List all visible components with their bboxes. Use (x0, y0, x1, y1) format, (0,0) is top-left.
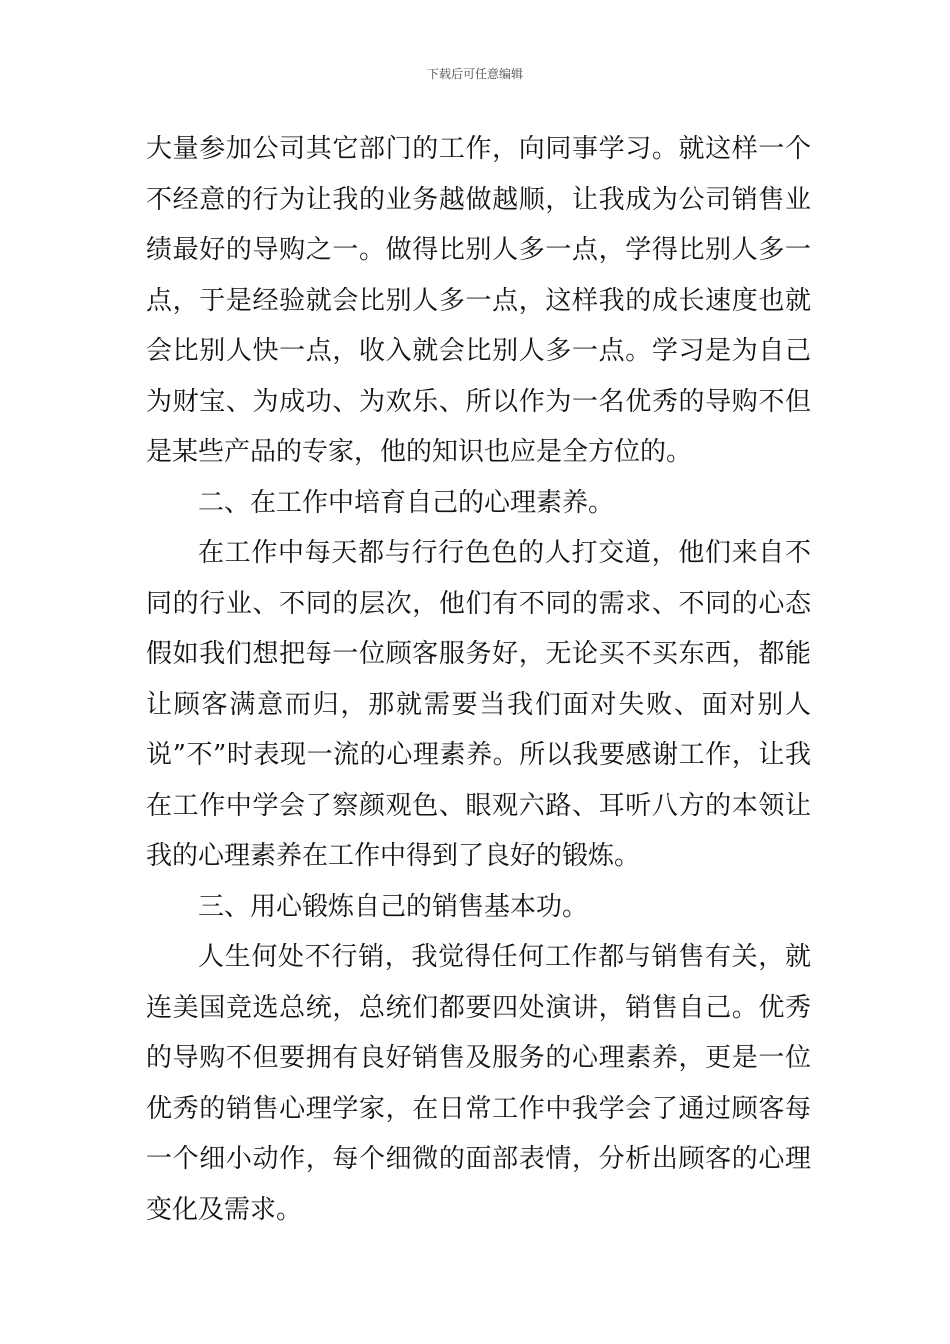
section-heading-2: 二、在工作中培育自己的心理素养。 (198, 487, 615, 518)
header-note: 下载后可任意编辑 (426, 67, 523, 81)
paragraph-continuation: 大量参加公司其它部门的工作，向同事学习。就这样一个不经意的行为让我的业务越做越顺，让我成为公司销售业绩最好的导购之一。做得比别人多一点，学得比别人多一点，于是经验就会比别人多一点，这样我的成长速度也就会比别人快一点，收入就会比别人多一点。学习是为自己为财宝、为成功、为欢乐、所以作为一名优秀的导购不但是某些产品的专家，他的知识也应是全方位的。 (146, 134, 811, 467)
document-body (146, 124, 811, 1235)
paragraph: 人生何处不行销，我觉得任何工作都与销售有关，就连美国竞选总统，总统们都要四处演讲，销售自己。优秀的导购不但要拥有良好销售及服务的心理素养，更是一位优秀的销售心理学家，在日常工作中我学会了通过顾客每一个细小动作，每个细微的面部表情，分析出顾客的心理变化及需求。 (146, 942, 811, 1225)
section-heading-3: 三、用心锻炼自己的销售基本功。 (198, 891, 589, 922)
paragraph: 在工作中每天都与行行色色的人打交道，他们来自不同的行业、不同的层次，他们有不同的需求、不同的心态假如我们想把每一位顾客服务好，无论买不买东西，都能让顾客满意而归，那就需要当我们面对失败、面对别人说”不”时表现一流的心理素养。所以我要感谢工作，让我在工作中学会了察颜观色、眼观六路、耳听八方的本领让我的心理素养在工作中得到了良好的锻炼。 (146, 538, 811, 871)
